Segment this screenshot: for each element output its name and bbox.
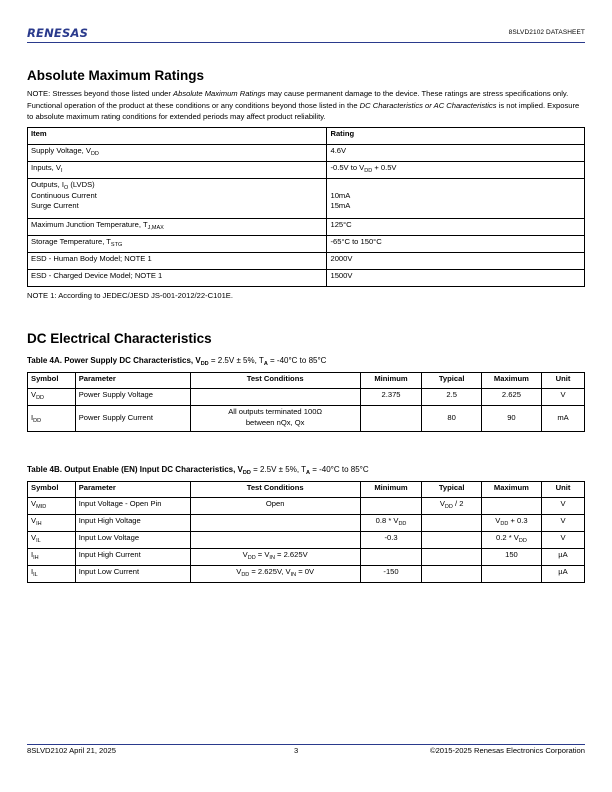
table-row: Storage Temperature, $T_{STG}$ -65°C to 150°C bbox=[28, 236, 585, 253]
page-number: 3 bbox=[294, 746, 299, 755]
amr-table bbox=[27, 127, 585, 287]
table-row: Maximum Junction Temperature, $T_{J,MAX}$ 125°C bbox=[28, 219, 585, 236]
table-row: $V_{MID}$ Input Voltage - Open Pin Open $V_{DD} / 2$ V bbox=[28, 498, 585, 515]
page-header bbox=[27, 25, 585, 43]
table-row: $V_{IH}$ Input High Voltage $0.8 * V_{DD}$ $V_{DD} + 0.3$ V bbox=[28, 515, 585, 532]
footer-rule bbox=[27, 744, 585, 745]
amr-note: NOTE: Stresses beyond those listed under Absolute Maximum Ratings may cause permanent damage to the device. These ratings are stress specifications only. Functional operation of the product at these conditions or any conditions beyond those listed in the DC Characteristics or AC Characteristics is not implied. Exposure to absolute maximum rating conditions for extended periods may affect product reliability. bbox=[27, 89, 580, 121]
header-rule bbox=[27, 42, 585, 43]
table-4a: Symbol Parameter Test Conditions Minimum Typical Maximum Unit $V_{DD}$ Power Supply Voltage 2.375 2.5 2.625 V $I_{DD}$ Power Supply Current All outputs terminated 100Ω between nQx, Qx 80 90 mA bbox=[27, 372, 585, 432]
amr-footnote: NOTE 1: According to JEDEC/JESD JS-001-2012/22-C101E. bbox=[27, 291, 233, 300]
table-row: ESD - Human Body Model; NOTE 1 2000V bbox=[28, 253, 585, 270]
table-row: Supply Voltage, $V_{DD}$ 4.6V bbox=[28, 145, 585, 162]
dc-heading: DC Electrical Characteristics bbox=[27, 331, 212, 346]
table-row: $I_{DD}$ Power Supply Current All outputs terminated 100Ω between nQx, Qx 80 90 mA bbox=[28, 406, 585, 432]
amr-heading: Absolute Maximum Ratings bbox=[27, 68, 205, 83]
header-doc-title: 8SLVD2102 DATASHEET bbox=[508, 29, 585, 36]
table-4b: Symbol Parameter Test Conditions Minimum Typical Maximum Unit $V_{MID}$ Input Voltage - Open Pin Open $V_{DD} / 2$ V $V_{IH}$ Input High Voltage $0.8 * V_{DD}$ $V_{DD} + 0.3$ V $V_{IL}$ Input Low Voltage -0.3 $0.2 * V_{DD}$ V $I_{IH}$ Input High Current $V_{DD} = V_{IN} = 2.625V$ 150 µA $I_{IL}$ Input Low Current $V_{DD} = 2.625V$, $V_{IN} = 0V$ -150 µA bbox=[27, 481, 585, 583]
table-4a-caption: Table 4A. Power Supply DC Characteristics, $V_{DD} = 2.5V \pm 5\%$, $T_A = -40^\circ C$ to 85°C bbox=[27, 356, 327, 367]
footer-copyright: ©2015-2025 Renesas Electronics Corporation bbox=[429, 746, 585, 755]
amr-col-item: Item bbox=[28, 128, 327, 145]
table-row: $V_{IL}$ Input Low Voltage -0.3 $0.2 * V_{DD}$ V bbox=[28, 532, 585, 549]
table-row: Outputs, $I_O$ (LVDS) Continuous Current Surge Current 10mA 15mA bbox=[28, 179, 585, 219]
table-row: ESD - Charged Device Model; NOTE 1 1500V bbox=[28, 270, 585, 287]
renesas-logo: RENESAS bbox=[27, 26, 89, 40]
table-row: $V_{DD}$ Power Supply Voltage 2.375 2.5 2.625 V bbox=[28, 389, 585, 406]
table-4b-caption: Table 4B. Output Enable (EN) Input DC Characteristics, $V_{DD} = 2.5V \pm 5\%$, $T_A = -40^\circ C$ to 85°C bbox=[27, 465, 369, 476]
table-row: Inputs, $V_I$ -0.5V to $V_{DD} + 0.5V$ bbox=[28, 162, 585, 179]
table-row: $I_{IL}$ Input Low Current $V_{DD} = 2.625V$, $V_{IN} = 0V$ -150 µA bbox=[28, 566, 585, 583]
footer-doc-date: 8SLVD2102 April 21, 2025 bbox=[27, 746, 116, 755]
amr-col-rating: Rating bbox=[327, 128, 585, 145]
table-row: $I_{IH}$ Input High Current $V_{DD} = V_{IN} = 2.625V$ 150 µA bbox=[28, 549, 585, 566]
